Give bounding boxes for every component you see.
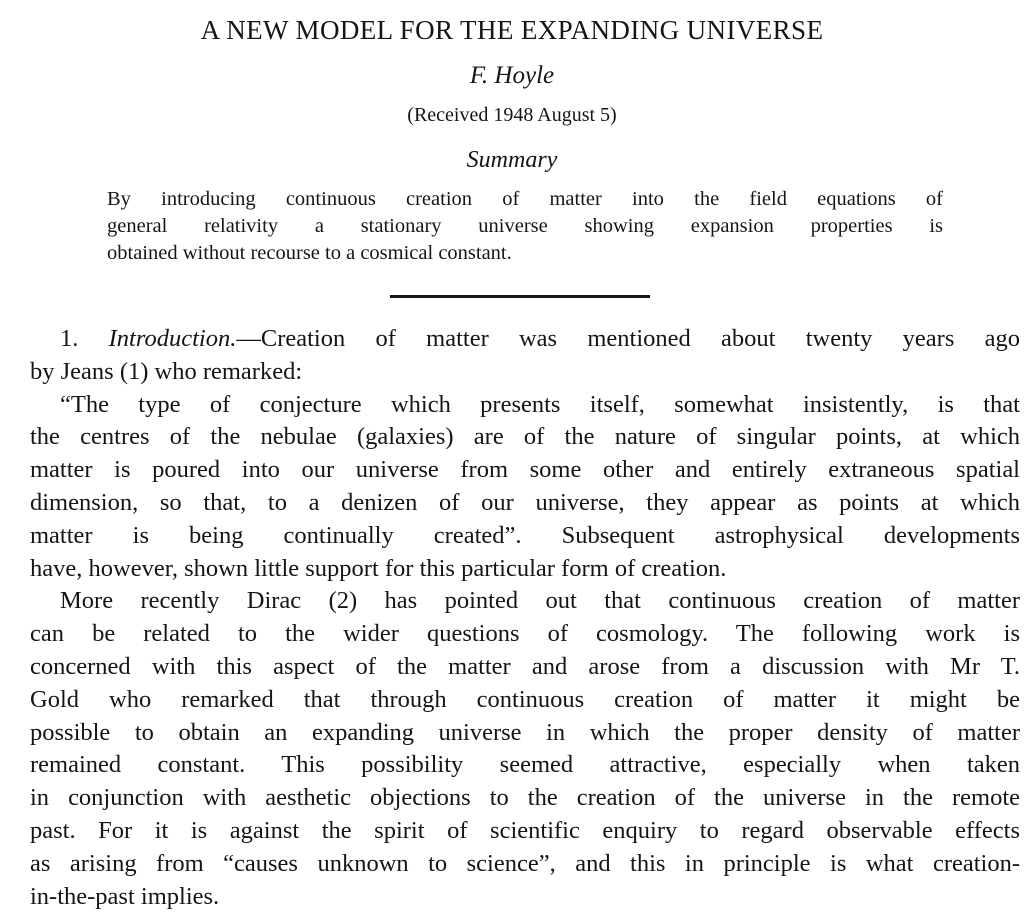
body-line: past. For it is against the spirit of scientific enquiry to regard observable effects — [30, 816, 1020, 844]
received-date: (Received 1948 August 5) — [407, 104, 617, 126]
section-number: 1. — [60, 325, 79, 352]
body-line: the centres of the nebulae (galaxies) are of the nature of singular points, at which — [30, 423, 1020, 451]
body-line: can be related to the wider questions of cosmology. The following work is — [30, 620, 1020, 648]
author-name: F. Hoyle — [469, 62, 555, 89]
body-line: “The type of conjecture which presents itself, somewhat insistently, is that — [60, 390, 1020, 418]
abstract-line: obtained without recourse to a cosmical constant. — [107, 242, 512, 264]
body-line: have, however, shown little support for this particular form of creation. — [30, 554, 727, 582]
body-line: as arising from “causes unknown to science”, and this in principle is what creation- — [30, 849, 1020, 877]
body-line: in conjunction with aesthetic objections to the creation of the universe in the remote — [30, 784, 1020, 812]
summary-heading: Summary — [466, 147, 558, 173]
section-divider — [390, 295, 650, 298]
body-line: matter is being continually created”. Subsequent astrophysical developments — [30, 521, 1020, 549]
body-line: possible to obtain an expanding universe in which the proper density of matter — [30, 718, 1020, 746]
body-line: Gold who remarked that through continuous creation of matter it might be — [30, 685, 1020, 713]
summary-abstract — [107, 186, 943, 267]
body-text: —Creation of matter was mentioned about twenty years ago — [236, 325, 1020, 352]
body-line: in-the-past implies. — [30, 882, 220, 910]
body-line: More recently Dirac (2) has pointed out that continuous creation of matter — [60, 587, 1020, 615]
body-line: matter is poured into our universe from some other and entirely extraneous spatial — [30, 456, 1020, 484]
body-line: dimension, so that, to a denizen of our universe, they appear as points at which — [30, 488, 1020, 516]
body-line: concerned with this aspect of the matter and arose from a discussion with Mr T. — [30, 652, 1020, 680]
paper-title: A NEW MODEL FOR THE EXPANDING UNIVERSE — [200, 15, 824, 45]
intro-first-line — [30, 323, 1020, 356]
section-title: Introduction. — [108, 325, 237, 352]
abstract-line: general relativity a stationary universe showing expansion properties is — [107, 215, 943, 237]
body-line: by Jeans (1) who remarked: — [30, 357, 303, 385]
introduction-section — [30, 323, 1020, 913]
body-line: remained constant. This possibility seemed attractive, especially when taken — [30, 751, 1020, 779]
abstract-line: By introducing continuous creation of matter into the field equations of — [107, 188, 943, 210]
